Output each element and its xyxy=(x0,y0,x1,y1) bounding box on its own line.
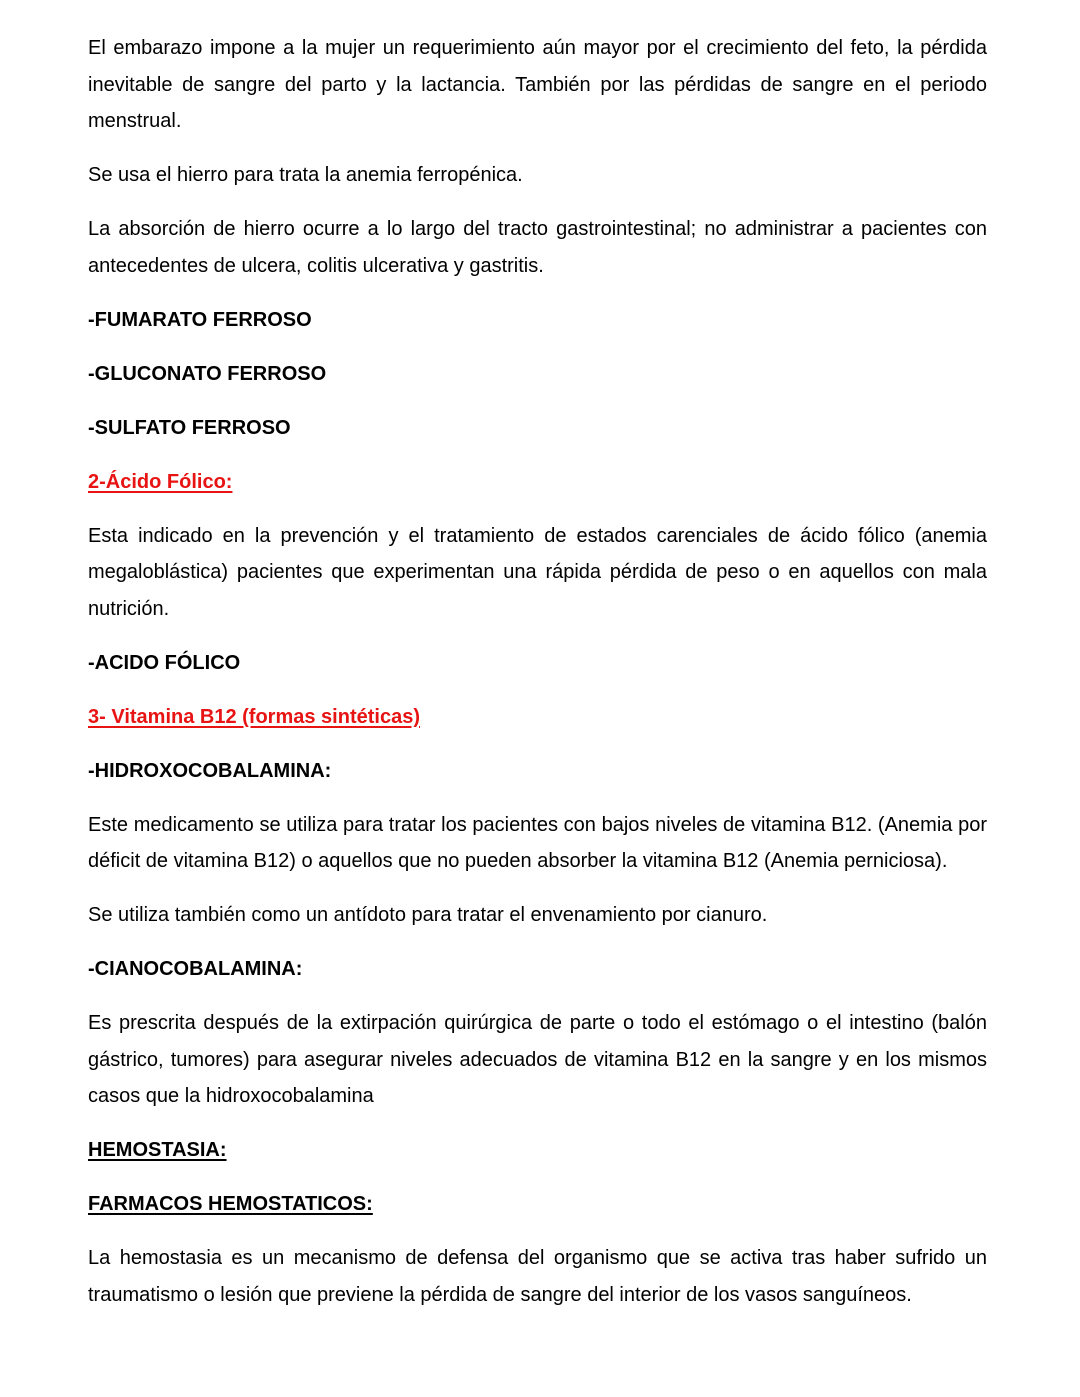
paragraph-cianuro: Se utiliza también como un antídoto para tratar el envenamiento por cianuro. xyxy=(88,904,768,926)
heading-hemostasia xyxy=(88,1132,987,1169)
drug-sulfato-ferroso: -SULFATO FERROSO xyxy=(88,416,291,439)
heading-farmacos-hemostaticos-text: FARMACOS HEMOSTATICOS: xyxy=(88,1193,373,1215)
section-heading-vitamina-b12 xyxy=(88,699,987,736)
section-heading-acido-folico-text: 2-Ácido Fólico: xyxy=(88,470,233,493)
document-page xyxy=(88,30,987,1313)
section-heading-acido-folico xyxy=(88,464,987,501)
drug-hidroxocobalamina: -HIDROXOCOBALAMINA: xyxy=(88,759,332,782)
drug-gluconato-ferroso: -GLUCONATO FERROSO xyxy=(88,362,327,385)
paragraph-acido-folico: Esta indicado en la prevención y el tratamiento de estados carenciales de ácido fólico (anemia megaloblástica) pacientes que experimentan una rápida pérdida de peso o en aquellos con mala nutrición. xyxy=(88,524,987,620)
section-heading-vitamina-b12-text: 3- Vitamina B12 (formas sintéticas) xyxy=(88,705,420,728)
heading-farmacos-hemostaticos xyxy=(88,1186,987,1223)
paragraph-hierro-uso: Se usa el hierro para trata la anemia ferropénica. xyxy=(88,164,523,186)
paragraph-cianocobalamina: Es prescrita después de la extirpación quirúrgica de parte o todo el estómago o el intestino (balón gástrico, tumores) para asegurar niveles adecuados de vitamina B12 en la sangre y en los mismos casos que la hidroxocobalamina xyxy=(88,1012,987,1107)
drug-cianocobalamina: -CIANOCOBALAMINA: xyxy=(88,958,303,980)
heading-hemostasia-text: HEMOSTASIA: xyxy=(88,1139,227,1161)
drug-acido-folico: -ACIDO FÓLICO xyxy=(88,651,241,674)
paragraph-embarazo: El embarazo impone a la mujer un requerimiento aún mayor por el crecimiento del feto, la pérdida inevitable de sangre del parto y la lactancia. También por las pérdidas de sangre en el periodo menstrual. xyxy=(88,37,987,132)
paragraph-absorcion: La absorción de hierro ocurre a lo largo del tracto gastrointestinal; no administrar a pacientes con antecedentes de ulcera, colitis ulcerativa y gastritis. xyxy=(88,218,987,277)
drug-fumarato-ferroso: -FUMARATO FERROSO xyxy=(88,308,312,331)
paragraph-hemostasia: La hemostasia es un mecanismo de defensa del organismo que se activa tras haber sufrido un traumatismo o lesión que previene la pérdida de sangre del interior de los vasos sanguíneos. xyxy=(88,1247,987,1306)
paragraph-hidroxocobalamina: Este medicamento se utiliza para tratar los pacientes con bajos niveles de vitamina B12. (Anemia por déficit de vitamina B12) o aquellos que no pueden absorber la vitamina B12 (Anemia perniciosa). xyxy=(88,813,987,872)
